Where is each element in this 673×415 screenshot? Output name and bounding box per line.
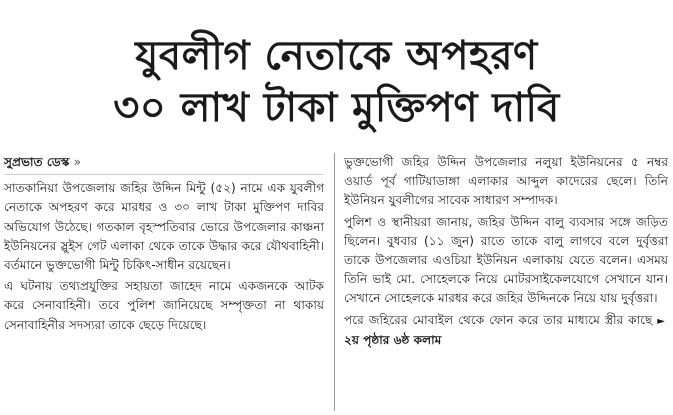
headline-line-2: ৩০ লাখ টাকা মুক্তিপণ দাবি (113, 85, 560, 131)
jump-reference-link[interactable]: ২য় পৃষ্ঠার ৬ষ্ঠ কলাম (344, 332, 442, 347)
headline-line-1: যুবলীগ নেতাকে অপহরণ (135, 33, 538, 79)
byline-arrow-icon: » (73, 155, 81, 169)
continue-arrow-icon: ► (657, 315, 665, 327)
paragraph: পুলিশ ও স্থানীয়রা জানায়, জহির উদ্দিন বালু ব্যবসার সঙ্গে জড়িত ছিলেন। বুধবার (১১ জুন) রাতে তাকে বালু লাগবে বলে দুর্বৃত্তরা তাকে উপজেলার এওচিয়া ইউনিয়ন এলাকায় যেতে বলেন। এসময় তিনি ভাই মো. সোহেলকে নিয়ে মোটরসাইকেলযোগে সেখানে যান। সেখানে সোহেলকে মারধর করে জহির উদ্দিনকে নিয়ে যায় দুর্বৃত্তরা। (344, 214, 668, 306)
article-column-right (344, 153, 668, 352)
byline-desk: সুপ্রভাত ডেস্ক (4, 155, 70, 169)
paragraph: সাতকানিয়া উপজেলায় জহির উদ্দিন মিন্টু (৫২) নামে এক যুবলীগ নেতাকে অপহরণ করে মারধর ও ৩০ লাখ টাকা মুক্তিপণ দাবির অভিযোগ উঠেছে। গতকাল বৃহস্পতিবার ভোরে উপজেলার কাঞ্চনা ইউনিয়নের স্লুইস গেট এলাকা থেকে তাকে উদ্ধার করে যৌথবাহিনী। বর্তমানে ভুক্তভোগী মিন্টু চিকিৎ-সাধীন রয়েছেন। (4, 181, 324, 273)
column-divider (334, 153, 335, 411)
paragraph-continued (344, 311, 668, 350)
paragraph: এ ঘটনায় তথ্যপ্রযুক্তির সহায়তা জাহেদ নামে একজনকে আটক করে সেনাবাহিনী। তবে পুলিশ জানিয়েছে সম্পৃক্ততা না থাকায় সেনাবাহিনীর সদস্যরা তাকে ছেড়ে দিয়েছে। (4, 279, 324, 332)
article-column-left (4, 153, 324, 337)
byline (4, 153, 324, 175)
paragraph: ভুক্তভোগী জহির উদ্দিন উপজেলার নলুয়া ইউনিয়নের ৫ নম্বর ওয়ার্ড পূর্ব গাটিয়াডাঙ্গা এলাকার আব্দুল কাদেরের ছেলে। তিনি ইউনিয়ন যুবলীগের সাবেক সাধারণ সম্পাদক। (344, 155, 668, 208)
paragraph-text: পরে জহিরের মোবাইল থেকে ফোন করে তার মাধ্যমে স্ত্রীর কাছে (344, 312, 653, 327)
